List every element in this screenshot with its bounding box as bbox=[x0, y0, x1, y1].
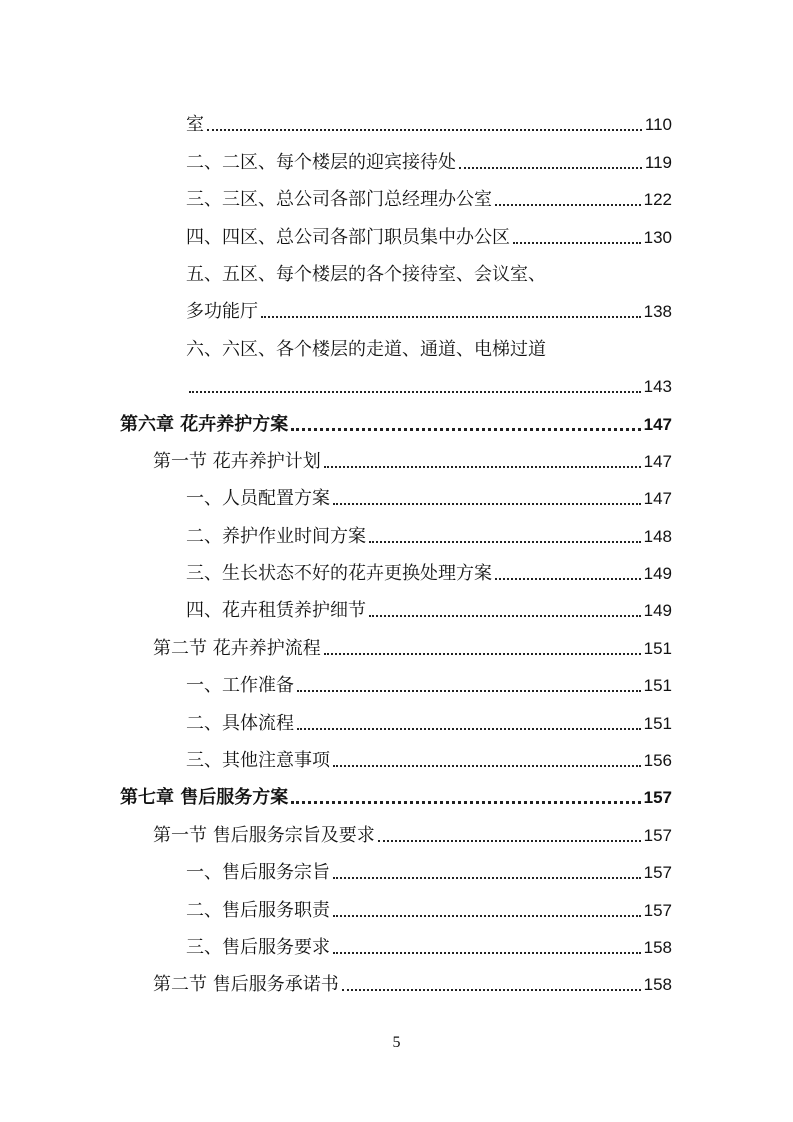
toc-entry[interactable] bbox=[120, 699, 672, 736]
toc-entry-title: 多功能厅 bbox=[186, 301, 258, 323]
toc-entry-title: 四、花卉租赁养护细节 bbox=[186, 600, 366, 622]
toc-entry-page: 148 bbox=[643, 526, 672, 546]
toc-entry[interactable] bbox=[120, 662, 672, 699]
toc-dot-leader bbox=[513, 241, 641, 244]
toc-dot-leader bbox=[333, 876, 641, 879]
toc-dot-leader bbox=[459, 166, 642, 169]
table-of-contents bbox=[120, 101, 672, 998]
toc-entry[interactable] bbox=[120, 138, 672, 175]
toc-entry-page: 157 bbox=[643, 863, 672, 883]
toc-entry[interactable] bbox=[120, 325, 672, 362]
toc-entry-page: 130 bbox=[643, 227, 672, 247]
toc-entry-title: 二、售后服务职责 bbox=[186, 899, 330, 921]
toc-entry-title: 三、三区、总公司各部门总经理办公室 bbox=[186, 189, 492, 211]
toc-entry-page: 147 bbox=[643, 451, 672, 471]
toc-entry-page: 157 bbox=[643, 788, 672, 808]
toc-entry[interactable] bbox=[120, 363, 672, 400]
toc-entry[interactable] bbox=[120, 587, 672, 624]
toc-entry[interactable] bbox=[120, 176, 672, 213]
toc-entry-title: 二、具体流程 bbox=[186, 712, 294, 734]
toc-entry-page: 151 bbox=[643, 676, 672, 696]
toc-dot-leader bbox=[291, 800, 640, 804]
toc-entry-page: 110 bbox=[644, 115, 672, 135]
toc-entry-title: 第七章 售后服务方案 bbox=[120, 787, 289, 809]
toc-dot-leader bbox=[378, 839, 641, 842]
toc-entry-page: 151 bbox=[643, 638, 672, 658]
toc-entry[interactable] bbox=[120, 849, 672, 886]
toc-entry-page: 138 bbox=[643, 302, 672, 322]
toc-dot-leader bbox=[189, 390, 641, 393]
toc-entry[interactable] bbox=[120, 811, 672, 848]
toc-entry-title: 三、生长状态不好的花卉更换处理方案 bbox=[186, 563, 492, 585]
toc-entry[interactable] bbox=[120, 101, 672, 138]
toc-entry-page: 151 bbox=[643, 713, 672, 733]
toc-entry[interactable] bbox=[120, 924, 672, 961]
toc-entry[interactable] bbox=[120, 213, 672, 250]
toc-entry-title: 第一节 售后服务宗旨及要求 bbox=[153, 824, 375, 846]
toc-entry-title: 第二节 花卉养护流程 bbox=[153, 637, 321, 659]
toc-entry-page: 157 bbox=[643, 825, 672, 845]
toc-entry-title: 六、六区、各个楼层的走道、通道、电梯过道 bbox=[186, 338, 546, 360]
toc-entry[interactable] bbox=[120, 774, 672, 811]
toc-entry-title: 三、售后服务要求 bbox=[186, 936, 330, 958]
toc-entry[interactable] bbox=[120, 550, 672, 587]
toc-entry[interactable] bbox=[120, 251, 672, 288]
toc-entry-page: 149 bbox=[643, 564, 672, 584]
toc-entry-page: 119 bbox=[644, 152, 672, 172]
toc-entry-page: 147 bbox=[643, 489, 672, 509]
toc-entry-page: 149 bbox=[643, 601, 672, 621]
toc-entry[interactable] bbox=[120, 438, 672, 475]
toc-entry-title: 五、五区、每个楼层的各个接待室、会议室、 bbox=[186, 263, 546, 285]
toc-entry-title: 第六章 花卉养护方案 bbox=[120, 413, 289, 435]
toc-entry[interactable] bbox=[120, 400, 672, 437]
toc-entry-title: 一、售后服务宗旨 bbox=[186, 862, 330, 884]
toc-entry-page: 158 bbox=[643, 937, 672, 957]
toc-dot-leader bbox=[297, 689, 641, 692]
toc-entry-title: 一、人员配置方案 bbox=[186, 488, 330, 510]
toc-dot-leader bbox=[333, 951, 641, 954]
toc-entry-page: 147 bbox=[643, 414, 672, 434]
toc-dot-leader bbox=[342, 988, 641, 991]
toc-entry-page: 157 bbox=[643, 900, 672, 920]
toc-entry-page: 122 bbox=[643, 190, 672, 210]
toc-entry-title: 室 bbox=[186, 114, 204, 136]
toc-entry[interactable] bbox=[120, 961, 672, 998]
toc-dot-leader bbox=[333, 502, 641, 505]
toc-dot-leader bbox=[297, 727, 641, 730]
toc-entry[interactable] bbox=[120, 288, 672, 325]
toc-entry-title: 二、养护作业时间方案 bbox=[186, 525, 366, 547]
toc-dot-leader bbox=[369, 614, 641, 617]
toc-entry-title: 二、二区、每个楼层的迎宾接待处 bbox=[186, 151, 456, 173]
toc-dot-leader bbox=[207, 128, 642, 131]
toc-dot-leader bbox=[333, 764, 641, 767]
toc-entry[interactable] bbox=[120, 475, 672, 512]
toc-entry[interactable] bbox=[120, 886, 672, 923]
toc-entry-title: 第二节 售后服务承诺书 bbox=[153, 974, 339, 996]
toc-dot-leader bbox=[495, 577, 641, 580]
toc-entry-page: 158 bbox=[643, 975, 672, 995]
toc-dot-leader bbox=[495, 203, 641, 206]
toc-dot-leader bbox=[261, 315, 641, 318]
toc-dot-leader bbox=[324, 652, 641, 655]
toc-entry-title: 第一节 花卉养护计划 bbox=[153, 450, 321, 472]
toc-dot-leader bbox=[333, 914, 641, 917]
page-number: 5 bbox=[392, 1034, 401, 1051]
toc-entry[interactable] bbox=[120, 624, 672, 661]
toc-dot-leader bbox=[369, 540, 641, 543]
toc-entry-title: 一、工作准备 bbox=[186, 675, 294, 697]
toc-dot-leader bbox=[324, 465, 641, 468]
toc-entry[interactable] bbox=[120, 512, 672, 549]
toc-entry-page: 156 bbox=[643, 751, 672, 771]
toc-entry-title: 四、四区、总公司各部门职员集中办公区 bbox=[186, 226, 510, 248]
toc-entry-page: 143 bbox=[643, 377, 672, 397]
toc-entry[interactable] bbox=[120, 737, 672, 774]
toc-dot-leader bbox=[291, 427, 640, 431]
toc-entry-title: 三、其他注意事项 bbox=[186, 750, 330, 772]
